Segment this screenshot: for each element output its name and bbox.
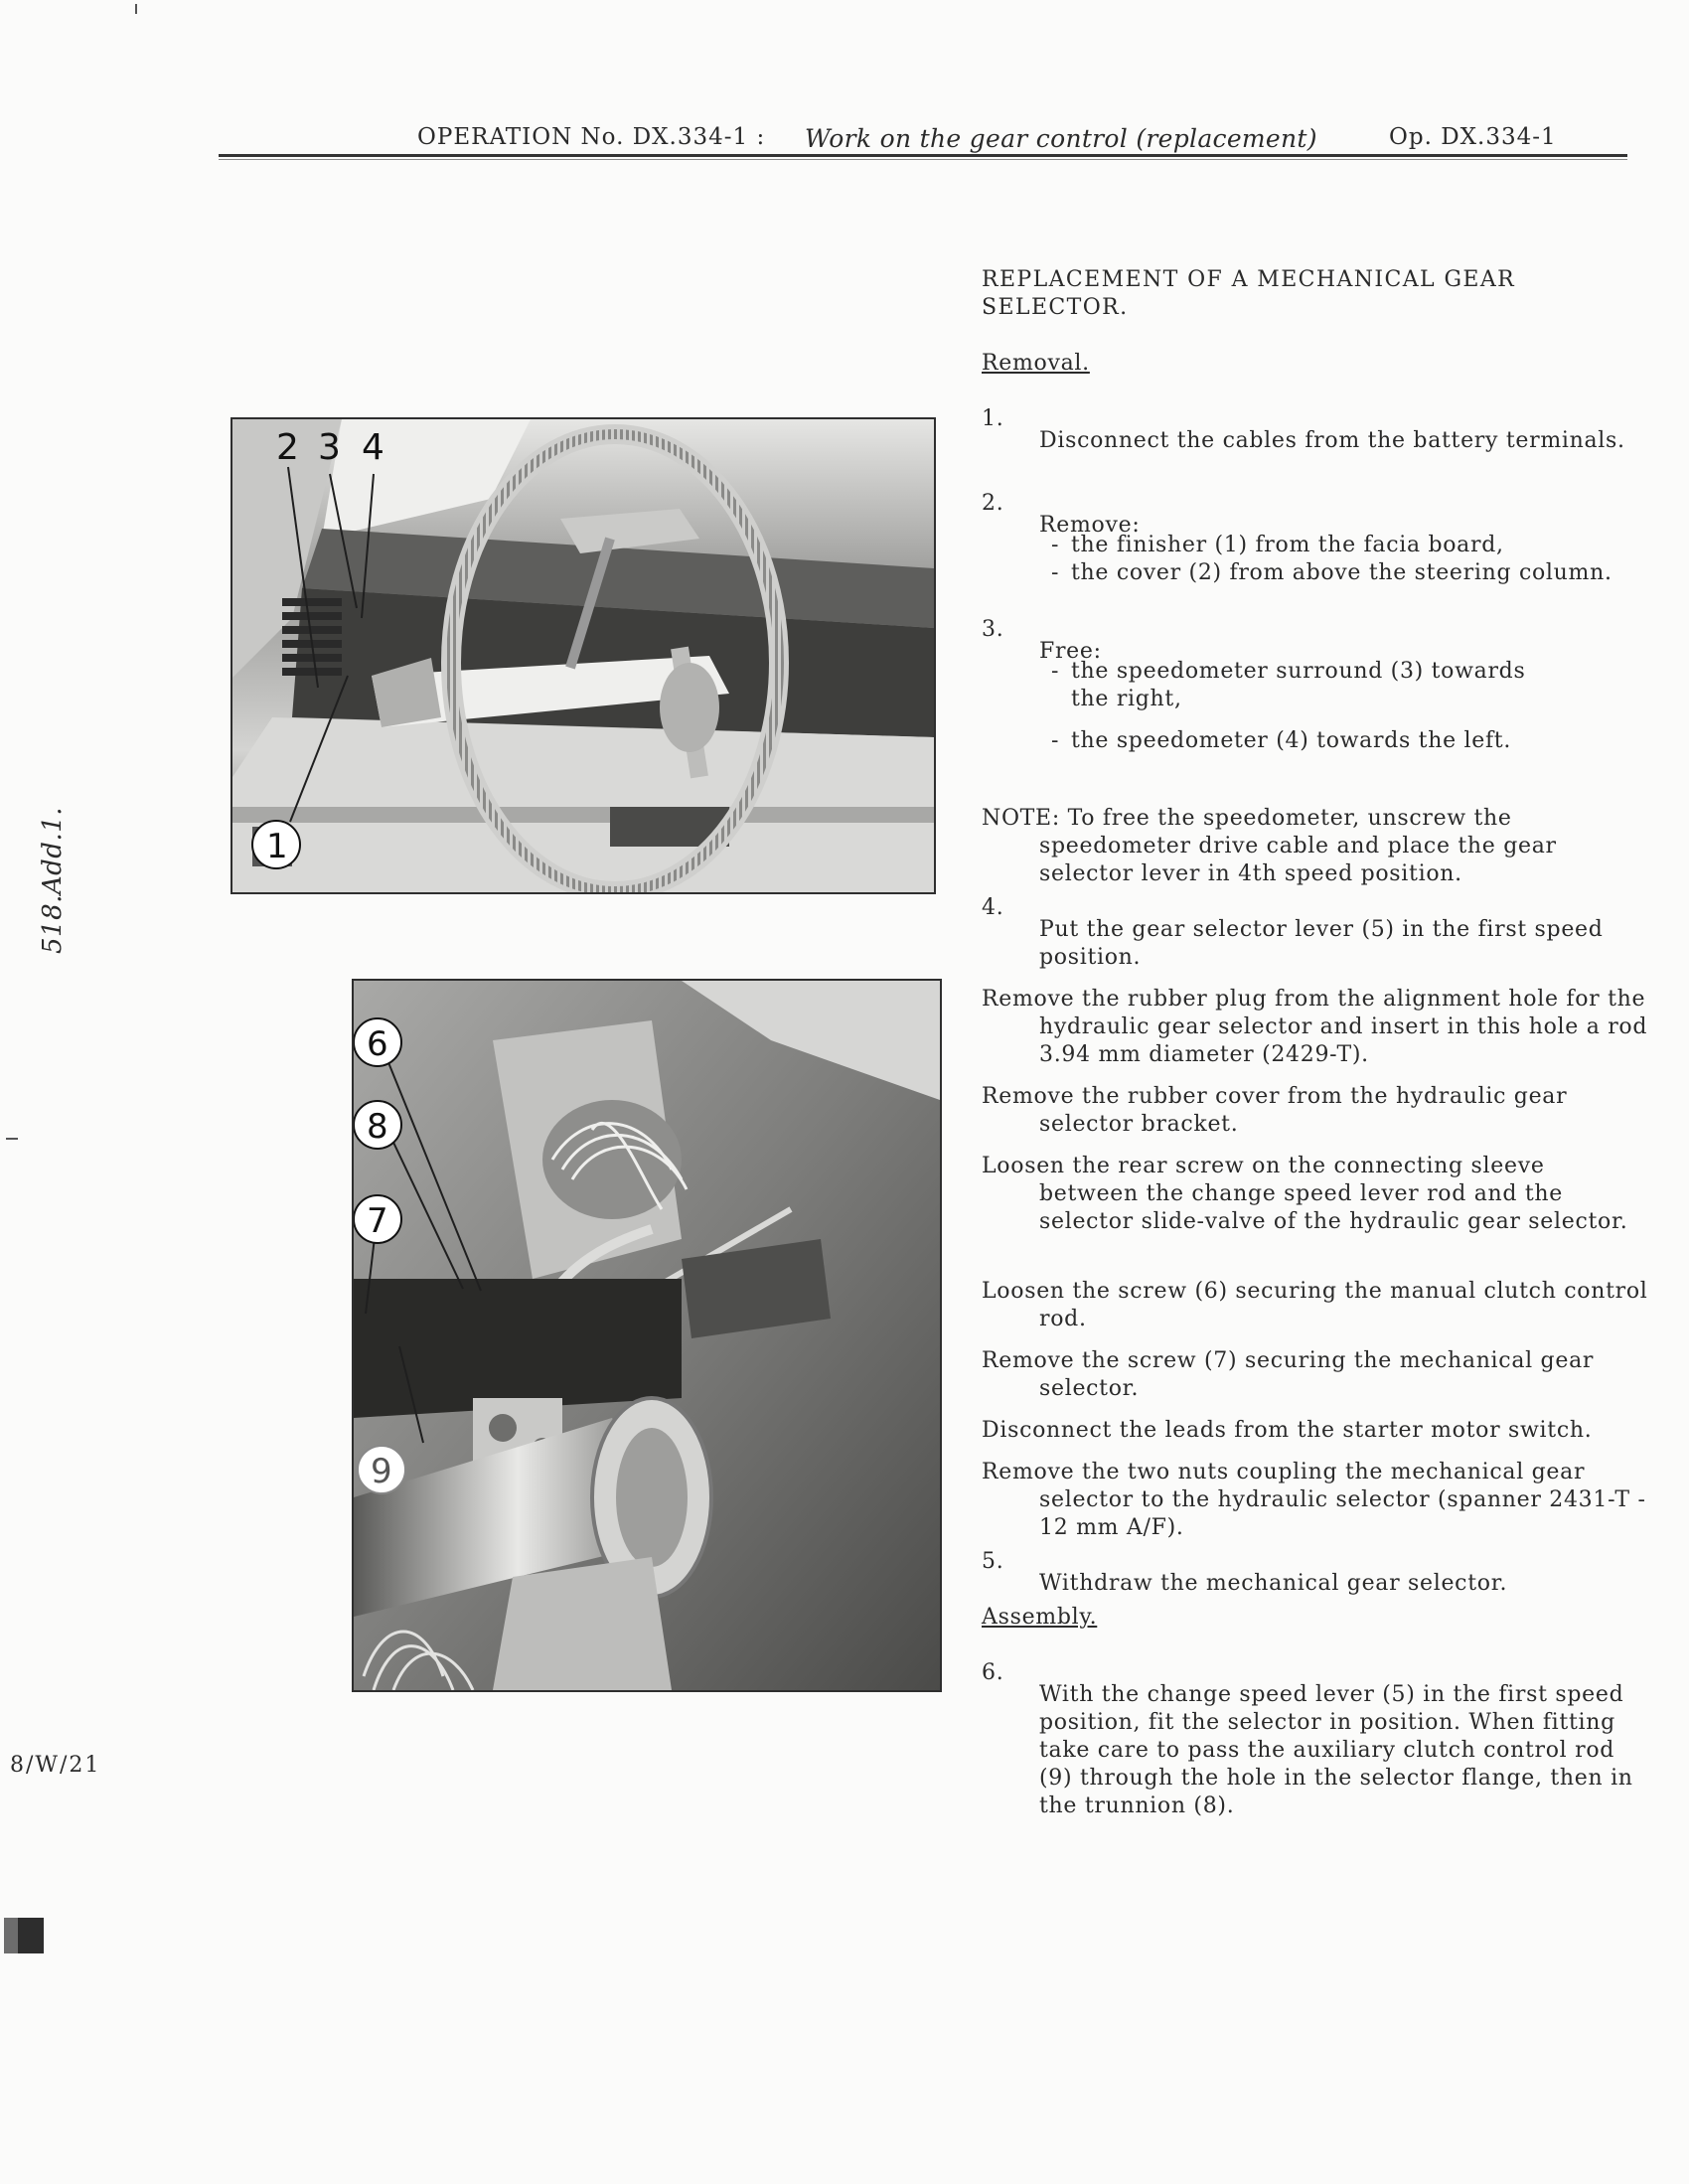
step-3-bullet-1: - the speedometer surround (3) towards the right, <box>1051 659 1526 711</box>
side-reference: 518.Add.1. <box>38 806 68 954</box>
step-1-text: Disconnect the cables from the battery terminals. <box>1039 428 1625 453</box>
figure-dashboard-photo <box>230 417 936 894</box>
paragraph-leads: Disconnect the leads from the starter motor switch. <box>982 1418 1593 1443</box>
callout-7: 7 <box>367 1201 388 1241</box>
callout-3: 3 <box>318 427 341 468</box>
step-4-number: 4. <box>982 895 1004 920</box>
paragraph-rear-screw: Loosen the rear screw on the connecting sleeve between the change speed lever rod and the selector slide-valve of the hydraulic gear selector. <box>982 1154 1628 1234</box>
step-2-number: 2. <box>982 491 1004 516</box>
section-heading: REPLACEMENT OF A MECHANICAL GEAR SELECTOR. <box>982 267 1516 320</box>
step-1 <box>982 405 1647 477</box>
operation-title: Work on the gear control (replacement) <box>805 124 1317 153</box>
step-4 <box>982 894 1647 994</box>
callout-6: 6 <box>367 1024 388 1064</box>
step-3-bullet-2: - the speedometer (4) towards the left. <box>1051 728 1512 753</box>
operation-ref: Op. DX.334-1 <box>1389 124 1557 150</box>
operation-number: OPERATION No. DX.334-1 : <box>417 124 766 150</box>
step-5-text: Withdraw the mechanical gear selector. <box>1039 1571 1508 1596</box>
removal-title: Removal. <box>982 351 1090 376</box>
figure-gear-selector-photo <box>352 979 942 1692</box>
step-6-text: With the change speed lever (5) in the first speed position, fit the selector in position. When fitting take care to pass the auxiliary clutch control rod (9) through the hole in the selector flange, then in the trunnion (8). <box>1039 1682 1633 1818</box>
step-6-number: 6. <box>982 1660 1004 1685</box>
scan-mark <box>135 4 137 14</box>
header-rule-thin <box>219 159 1627 160</box>
callout-1: 1 <box>266 827 288 866</box>
paragraph-rubber-plug: Remove the rubber plug from the alignment hole for the hydraulic gear selector and insert in this hole a rod 3.94 mm diameter (2429-T). <box>982 987 1648 1067</box>
step-3-text: Free: <box>1039 639 1102 664</box>
step-3-number: 3. <box>982 617 1004 642</box>
paragraph-rubber-cover: Remove the rubber cover from the hydraulic gear selector bracket. <box>982 1084 1568 1137</box>
step-5-number: 5. <box>982 1549 1004 1574</box>
page-code: 8/W/21 <box>10 1753 101 1778</box>
header-rule <box>219 154 1627 157</box>
callout-9: 9 <box>371 1452 392 1491</box>
step-6 <box>982 1659 1647 1842</box>
callout-4: 4 <box>362 427 384 468</box>
paragraph-screw-7: Remove the screw (7) securing the mechanical gear selector. <box>982 1348 1595 1401</box>
edge-block <box>4 1918 44 1953</box>
paragraph-two-nuts: Remove the two nuts coupling the mechanical gear selector to the hydraulic selector (spanner 2431-T - 12 mm A/F). <box>982 1460 1646 1540</box>
callout-8: 8 <box>367 1107 388 1147</box>
margin-dash <box>6 1138 18 1140</box>
step-2-bullet-2: - the cover (2) from above the steering column. <box>1051 560 1612 585</box>
paragraph-screw-6: Loosen the screw (6) securing the manual clutch control rod. <box>982 1279 1648 1331</box>
callout-2: 2 <box>276 427 299 468</box>
step-2-bullet-1: - the finisher (1) from the facia board, <box>1051 533 1504 557</box>
step-1-number: 1. <box>982 406 1004 431</box>
step-4-text: Put the gear selector lever (5) in the first speed position. <box>1039 917 1604 970</box>
note-paragraph: NOTE: To free the speedometer, unscrew the speedometer drive cable and place the gear selector lever in 4th speed position. <box>982 806 1557 886</box>
assembly-title: Assembly. <box>982 1605 1098 1630</box>
step-2-text: Remove: <box>1039 513 1141 538</box>
